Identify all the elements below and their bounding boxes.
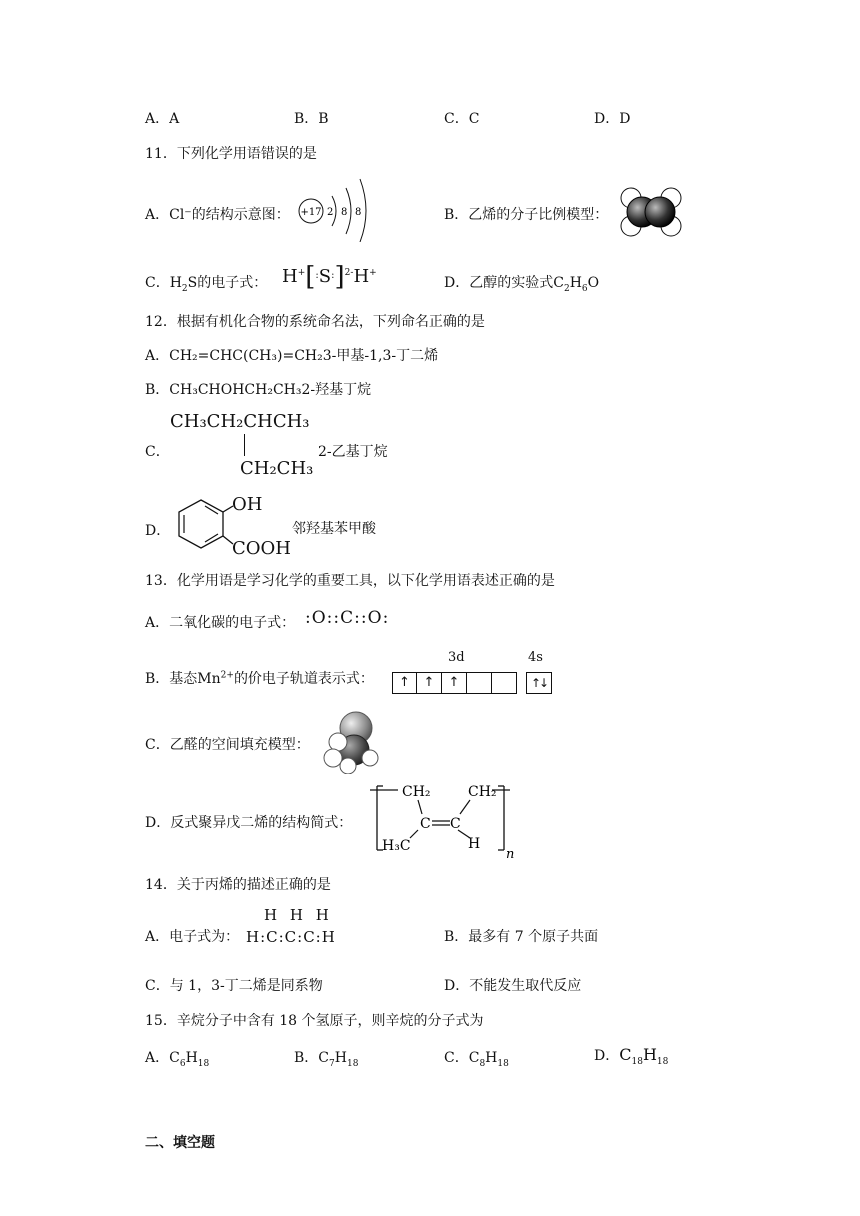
- co2-electron-formula: :O::C::O:: [305, 608, 390, 628]
- q10-option-c: C．C: [444, 111, 480, 127]
- q15-b-label: B．: [294, 1050, 319, 1066]
- q11-option-a: A．Cl⁻的结构示意图：: [145, 207, 290, 223]
- q12-d-name: 邻羟基苯甲酸: [292, 521, 376, 537]
- q14-option-a: A．电子式为：: [145, 929, 240, 945]
- section-heading: 二、填空题: [145, 1135, 215, 1151]
- q15-a-h: H: [185, 1050, 198, 1066]
- q11-d-s1: 2: [563, 283, 570, 294]
- q15-option-b: [294, 1047, 358, 1069]
- q12-option-c-label: C．: [145, 444, 170, 460]
- q15-d-h: H: [642, 1045, 657, 1064]
- q13-option-a: A．二氧化碳的电子式：: [145, 615, 296, 631]
- q12-option-d-label: D．: [145, 523, 171, 539]
- q15-a-hs: 18: [197, 1058, 210, 1069]
- co2-o1: O: [311, 608, 327, 628]
- q14-option-b: B．最多有 7 个原子共面: [444, 929, 599, 945]
- q12-option-b: B．CH₃CHOHCH₂CH₃2-羟基丁烷: [145, 382, 372, 398]
- q10-option-d: D．D: [594, 111, 631, 127]
- q15-c-cs: 8: [479, 1058, 486, 1069]
- q15-a-c: C: [169, 1050, 180, 1066]
- q13-stem: 13．化学用语是学习化学的重要工具，以下化学用语表述正确的是: [145, 573, 555, 589]
- h2s-h1-charge: +: [297, 268, 306, 278]
- q13-b-mn-charge: 2+: [220, 670, 234, 681]
- q15-a-cs: 6: [179, 1058, 186, 1069]
- poly-n: n: [506, 847, 515, 860]
- q12-option-a: A．CH₂=CHC(CH₃)=CH₂3-甲基-1,3-丁二烯: [145, 348, 439, 364]
- q15-option-c: [444, 1047, 509, 1069]
- q13-option-c: C．乙醛的空间填充模型：: [145, 737, 310, 753]
- q11-option-d: [444, 272, 599, 294]
- q12-c-bond: [244, 434, 245, 456]
- q14-option-d: D．不能发生取代反应: [444, 978, 582, 994]
- orbital-3d-label: 3d: [448, 650, 465, 665]
- q15-c-label: C．: [444, 1050, 469, 1066]
- q12-c-main-chain: CH₃CH₂CHCH₃: [170, 411, 310, 432]
- trans-polyisoprene-structure: [370, 778, 520, 860]
- q13-b-prefix: B．基态: [145, 671, 198, 687]
- q14-option-c: C．与 1，3-丁二烯是同系物: [145, 978, 323, 994]
- ethylene-space-filling-model: [618, 186, 684, 238]
- q13-option-b: [145, 668, 374, 688]
- q15-c-h: H: [485, 1050, 498, 1066]
- q12-d-cooh: COOH: [232, 538, 291, 559]
- q15-option-a: [145, 1047, 209, 1069]
- q10-option-b: B．B: [294, 111, 329, 127]
- co2-o2: O: [367, 608, 383, 628]
- h2s-electron-formula: $H^+[^:S^:]^{2-}H^+$: [282, 262, 377, 292]
- orbital-box-2: ↑: [417, 672, 442, 694]
- q14-stem: 14．关于丙烯的描述正确的是: [145, 877, 331, 893]
- cl-ion-structure-diagram: [296, 176, 386, 242]
- h2s-charge: 2-: [344, 268, 354, 278]
- shell-3-count: 8: [355, 207, 362, 218]
- q15-d-label: D．: [594, 1048, 620, 1064]
- q13-b-mn: Mn: [197, 671, 221, 687]
- q15-d-cs: 18: [631, 1057, 643, 1068]
- q15-stem: 15．辛烷分子中含有 18 个氢原子，则辛烷的分子式为: [145, 1013, 484, 1029]
- q11-option-c: [145, 272, 267, 294]
- poly-ch2-left: CH₂: [402, 784, 431, 800]
- q15-b-h: H: [334, 1050, 347, 1066]
- co2-c: C: [340, 608, 355, 628]
- q11-d-c: C: [553, 275, 564, 291]
- q15-option-d: [594, 1045, 668, 1067]
- q11-d-prefix: D．乙醇的实验式: [444, 275, 554, 291]
- q15-c-hs: 18: [497, 1058, 509, 1069]
- q15-c-c: C: [468, 1050, 480, 1066]
- q13-b-suffix: 的价电子轨道表示式：: [233, 671, 374, 687]
- orbital-4s-box: ↑↓: [526, 672, 552, 694]
- q15-a-label: A．: [145, 1050, 170, 1066]
- orbital-box-3: ↑: [442, 672, 467, 694]
- poly-ch2-right: CH₂: [468, 784, 497, 800]
- q11-c-mid: S的电子式：: [187, 275, 268, 291]
- poly-c2: C: [450, 816, 461, 832]
- salicylic-acid-structure: [165, 494, 240, 559]
- h2s-s: S: [318, 266, 332, 287]
- q12-c-branch: CH₂CH₃: [240, 458, 314, 479]
- shell-2-count: 8: [341, 207, 348, 218]
- q11-d-s2: 6: [581, 283, 588, 294]
- orbital-4s-box-wrap: [526, 672, 552, 694]
- h2s-h1: H: [282, 266, 298, 287]
- poly-h3c: H₃C: [382, 838, 411, 854]
- propene-chain: H:C:C:C:H: [246, 928, 336, 946]
- q15-d-c: C: [619, 1045, 632, 1064]
- orbital-box-1: ↑: [392, 672, 417, 694]
- q13-option-d: D．反式聚异戊二烯的结构简式：: [145, 815, 353, 831]
- q12-stem: 12．根据有机化合物的系统命名法，下列命名正确的是: [145, 314, 485, 330]
- q12-d-oh: OH: [232, 494, 263, 515]
- q11-d-h: H: [569, 275, 582, 291]
- acetaldehyde-space-filling-model: [318, 708, 380, 774]
- q15-d-hs: 18: [656, 1057, 669, 1068]
- orbital-4s-label: 4s: [528, 650, 543, 665]
- q11-option-b: B．乙烯的分子比例模型：: [444, 207, 609, 223]
- orbital-box-4: [467, 672, 492, 694]
- poly-c1: C: [420, 816, 431, 832]
- q11-d-o: O: [587, 275, 600, 291]
- propene-h-top: H H H: [264, 906, 333, 924]
- q11-c-prefix: C．H: [145, 275, 182, 291]
- nucleus-charge: +17: [300, 207, 322, 218]
- q12-c-name: 2-乙基丁烷: [318, 444, 388, 460]
- orbital-3d-boxes: [392, 672, 517, 694]
- h2s-h2-charge: +: [369, 268, 377, 278]
- poly-h: H: [468, 836, 481, 852]
- orbital-box-5: [492, 672, 517, 694]
- q11-c-sub: 2: [181, 283, 188, 294]
- q10-option-a: A．A: [145, 111, 180, 127]
- q15-b-hs: 18: [346, 1058, 359, 1069]
- q11-stem: 11．下列化学用语错误的是: [145, 146, 317, 162]
- q15-b-c: C: [318, 1050, 330, 1066]
- shell-1-count: 2: [327, 207, 334, 218]
- h2s-h2: H: [353, 266, 370, 287]
- q15-b-cs: 7: [329, 1058, 335, 1069]
